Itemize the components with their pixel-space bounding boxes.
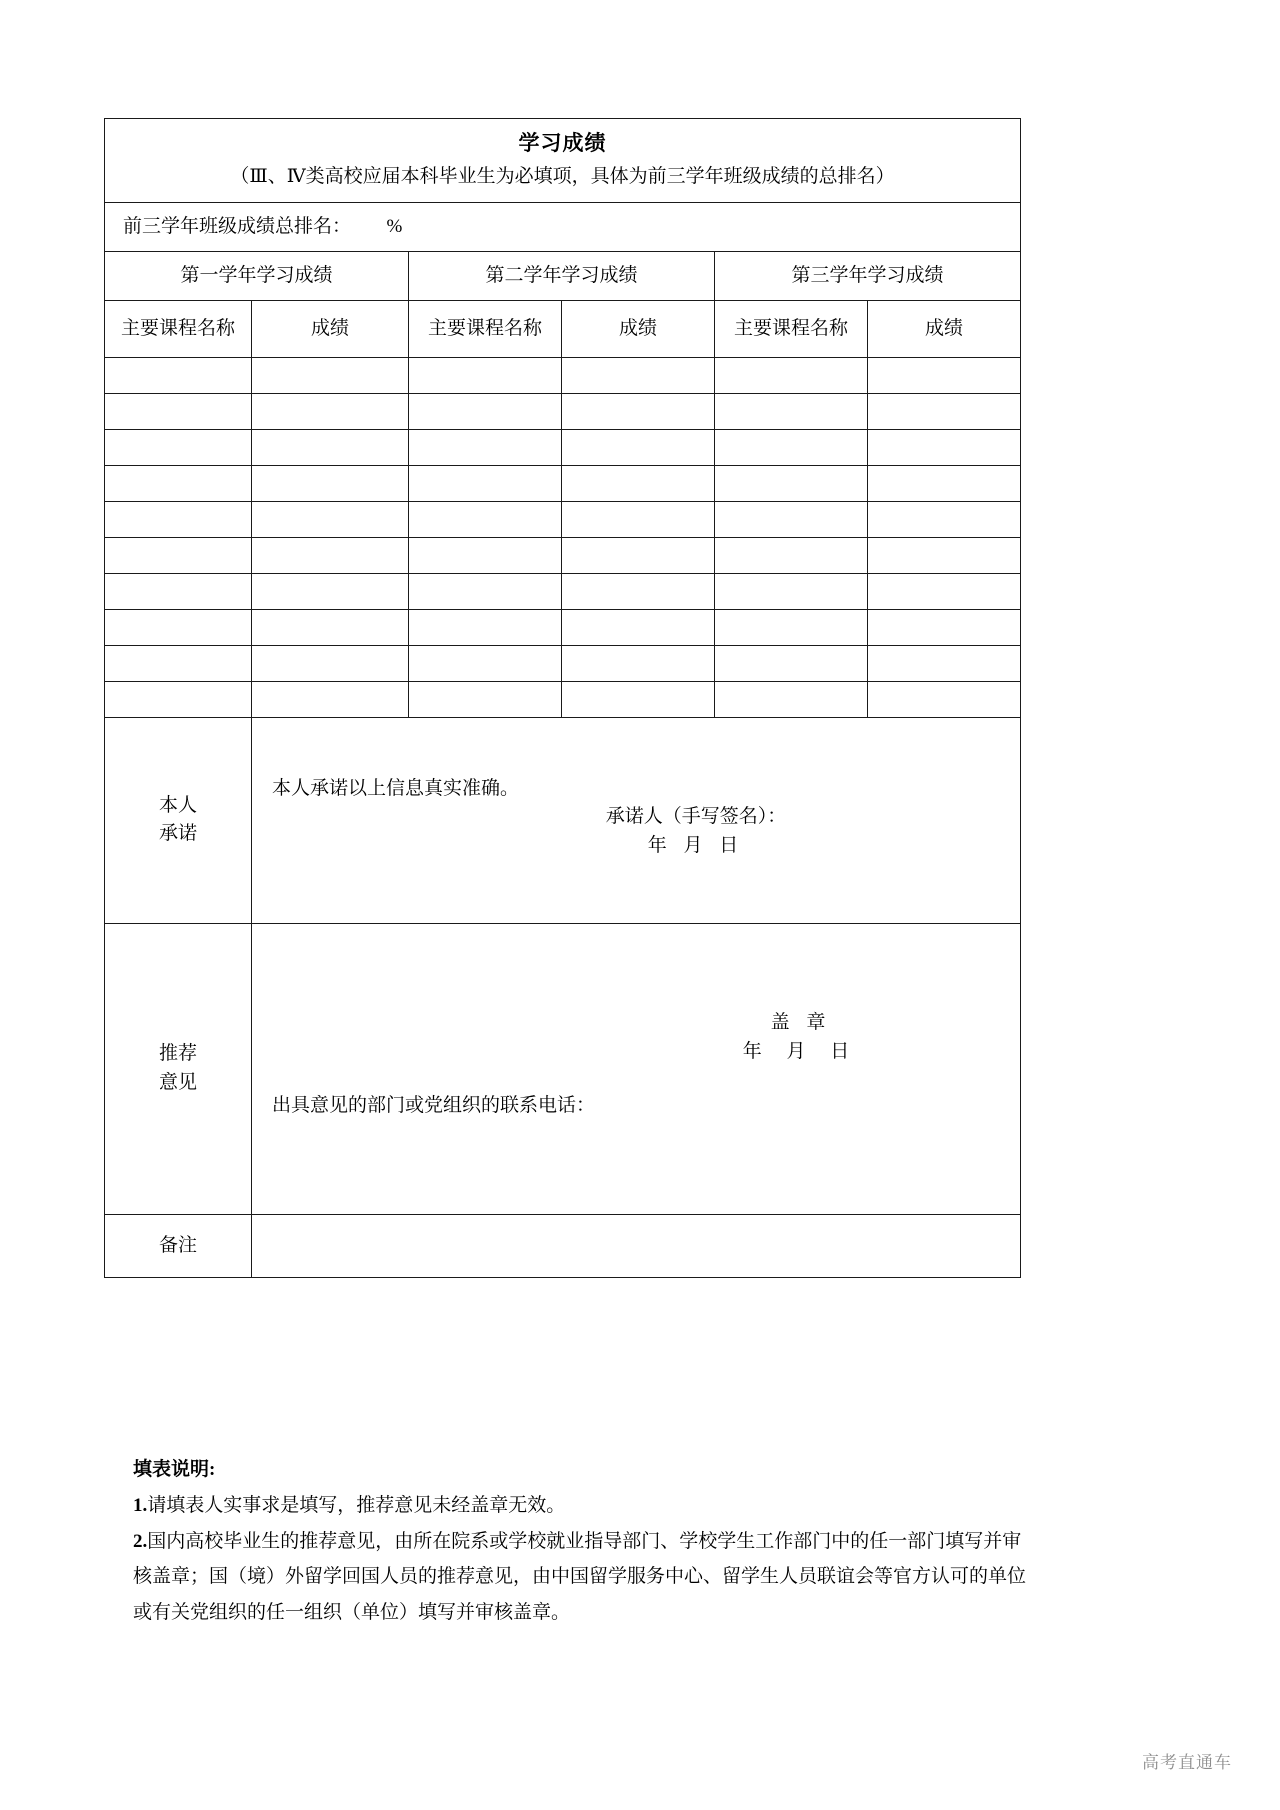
recommendation-row: [105, 923, 1021, 1214]
cell-course-2[interactable]: [409, 537, 562, 573]
cell-course-2[interactable]: [409, 609, 562, 645]
note-number: 2.: [133, 1531, 148, 1553]
cell-course-3[interactable]: [715, 537, 868, 573]
commitment-label-line2: 承诺: [158, 823, 197, 845]
recommendation-label-line2: 意见: [158, 1071, 197, 1093]
list-item: [133, 1524, 1033, 1629]
cell-course-2[interactable]: [409, 429, 562, 465]
commitment-label-cell: [105, 717, 252, 923]
page-title: 学习成绩: [518, 131, 607, 155]
note-text: 请填表人实事求是填写，推荐意见未经盖章无效。: [147, 1495, 566, 1517]
seal-label: 盖 章: [770, 1012, 832, 1034]
cell-course-1[interactable]: [105, 645, 252, 681]
cell-course-3[interactable]: [715, 609, 868, 645]
table-row: [105, 645, 1021, 681]
cell-course-1[interactable]: [105, 465, 252, 501]
commitment-date-line: 年 月 日: [647, 834, 745, 856]
column-header-score-3: 成绩: [868, 300, 1021, 357]
cell-score-3[interactable]: [868, 357, 1021, 393]
cell-course-2[interactable]: [409, 465, 562, 501]
cell-course-2[interactable]: [409, 645, 562, 681]
cell-course-2[interactable]: [409, 681, 562, 717]
cell-score-2[interactable]: [562, 465, 715, 501]
form-instructions: [133, 1452, 1033, 1631]
column-header-course-1: 主要课程名称: [105, 300, 252, 357]
cell-score-3[interactable]: [868, 537, 1021, 573]
commitment-signature-block: [252, 803, 1020, 860]
cell-score-1[interactable]: [252, 537, 409, 573]
table-row: [105, 393, 1021, 429]
cell-course-2[interactable]: [409, 357, 562, 393]
cell-score-1[interactable]: [252, 393, 409, 429]
form-container: [104, 118, 1020, 1278]
column-header-row: [105, 300, 1021, 357]
cell-score-2[interactable]: [562, 393, 715, 429]
cell-score-2[interactable]: [562, 681, 715, 717]
year-header-3: 第三学年学习成绩: [715, 251, 1021, 300]
cell-course-3[interactable]: [715, 429, 868, 465]
list-item: [133, 1488, 1033, 1523]
study-grades-form: [104, 118, 1021, 1278]
cell-course-1[interactable]: [105, 429, 252, 465]
table-row: [105, 681, 1021, 717]
remarks-value-cell[interactable]: [252, 1214, 1021, 1277]
table-row: [105, 537, 1021, 573]
recommendation-label-line1: 推荐: [158, 1043, 197, 1065]
cell-score-1[interactable]: [252, 429, 409, 465]
remarks-row: [105, 1214, 1021, 1277]
column-header-course-2: 主要课程名称: [409, 300, 562, 357]
commitment-statement: 本人承诺以上信息真实准确。: [272, 777, 520, 799]
note-number: 1.: [133, 1495, 148, 1517]
table-row: [105, 429, 1021, 465]
cell-score-1[interactable]: [252, 645, 409, 681]
cell-course-1[interactable]: [105, 573, 252, 609]
cell-course-3[interactable]: [715, 681, 868, 717]
column-header-score-1: 成绩: [252, 300, 409, 357]
column-header-score-2: 成绩: [562, 300, 715, 357]
year-header-2: 第二学年学习成绩: [409, 251, 715, 300]
cell-score-2[interactable]: [562, 357, 715, 393]
cell-score-2[interactable]: [562, 537, 715, 573]
cell-score-2[interactable]: [562, 645, 715, 681]
cell-course-3[interactable]: [715, 393, 868, 429]
rank-row: [105, 202, 1021, 251]
commitment-signature-label: 承诺人（手写签名）：: [605, 806, 787, 828]
cell-course-3[interactable]: [715, 645, 868, 681]
recommendation-label-cell: [105, 923, 252, 1214]
rank-unit: %: [386, 215, 403, 237]
note-text: 国内高校毕业生的推荐意见，由所在院系或学校就业指导部门、学校学生工作部门中的任一部门填写并审核盖章；国（境）外留学回国人员的推荐意见，由中国留学服务中心、留学生人员联谊会等官方认可的单位或有关党组织的任一组织（单位）填写并审核盖章。: [133, 1531, 1027, 1623]
cell-score-1[interactable]: [252, 681, 409, 717]
table-row: [105, 357, 1021, 393]
table-row: [105, 573, 1021, 609]
column-header-course-3: 主要课程名称: [715, 300, 868, 357]
cell-score-1[interactable]: [252, 465, 409, 501]
cell-score-3[interactable]: [868, 501, 1021, 537]
table-row: [105, 609, 1021, 645]
rank-label: 前三学年班级成绩总排名：: [123, 215, 352, 237]
cell-score-2[interactable]: [562, 429, 715, 465]
cell-score-3[interactable]: [868, 429, 1021, 465]
cell-score-2[interactable]: [562, 609, 715, 645]
recommendation-content-cell[interactable]: [252, 923, 1021, 1214]
cell-course-3[interactable]: [715, 573, 868, 609]
table-row: [105, 465, 1021, 501]
title-row: [105, 119, 1021, 203]
cell-course-2[interactable]: [409, 573, 562, 609]
year-header-row: [105, 251, 1021, 300]
table-row: [105, 501, 1021, 537]
page-subtitle: （Ⅲ、Ⅳ类高校应届本科毕业生为必填项，具体为前三学年班级成绩的总排名）: [230, 165, 895, 187]
commitment-content-cell[interactable]: [252, 717, 1021, 923]
recommendation-seal-block: [252, 1009, 1020, 1066]
cell-course-1[interactable]: [105, 609, 252, 645]
cell-score-3[interactable]: [868, 465, 1021, 501]
cell-score-3[interactable]: [868, 609, 1021, 645]
recommendation-phone-label: 出具意见的部门或党组织的联系电话：: [272, 1095, 596, 1117]
cell-score-3[interactable]: [868, 573, 1021, 609]
cell-course-1[interactable]: [105, 393, 252, 429]
cell-course-1[interactable]: [105, 681, 252, 717]
cell-course-3[interactable]: [715, 465, 868, 501]
cell-score-1[interactable]: [252, 501, 409, 537]
cell-course-3[interactable]: [715, 357, 868, 393]
cell-course-1[interactable]: [105, 501, 252, 537]
cell-course-1[interactable]: [105, 537, 252, 573]
rank-cell: [105, 202, 1021, 251]
cell-course-2[interactable]: [409, 393, 562, 429]
cell-score-1[interactable]: [252, 609, 409, 645]
cell-score-2[interactable]: [562, 501, 715, 537]
instructions-title: 填表说明:: [133, 1459, 216, 1480]
cell-score-3[interactable]: [868, 645, 1021, 681]
cell-course-3[interactable]: [715, 501, 868, 537]
cell-score-3[interactable]: [868, 393, 1021, 429]
cell-course-1[interactable]: [105, 357, 252, 393]
recommendation-date-line: 年 月 日: [742, 1040, 860, 1062]
form-title-cell: [105, 119, 1021, 203]
remarks-label-cell: 备注: [105, 1214, 252, 1277]
cell-score-1[interactable]: [252, 573, 409, 609]
cell-score-3[interactable]: [868, 681, 1021, 717]
cell-score-2[interactable]: [562, 573, 715, 609]
commitment-label-line1: 本人: [158, 794, 197, 816]
cell-course-2[interactable]: [409, 501, 562, 537]
watermark-label: 高考直通车: [1142, 1753, 1232, 1772]
commitment-row: [105, 717, 1021, 923]
cell-score-1[interactable]: [252, 357, 409, 393]
year-header-1: 第一学年学习成绩: [105, 251, 409, 300]
